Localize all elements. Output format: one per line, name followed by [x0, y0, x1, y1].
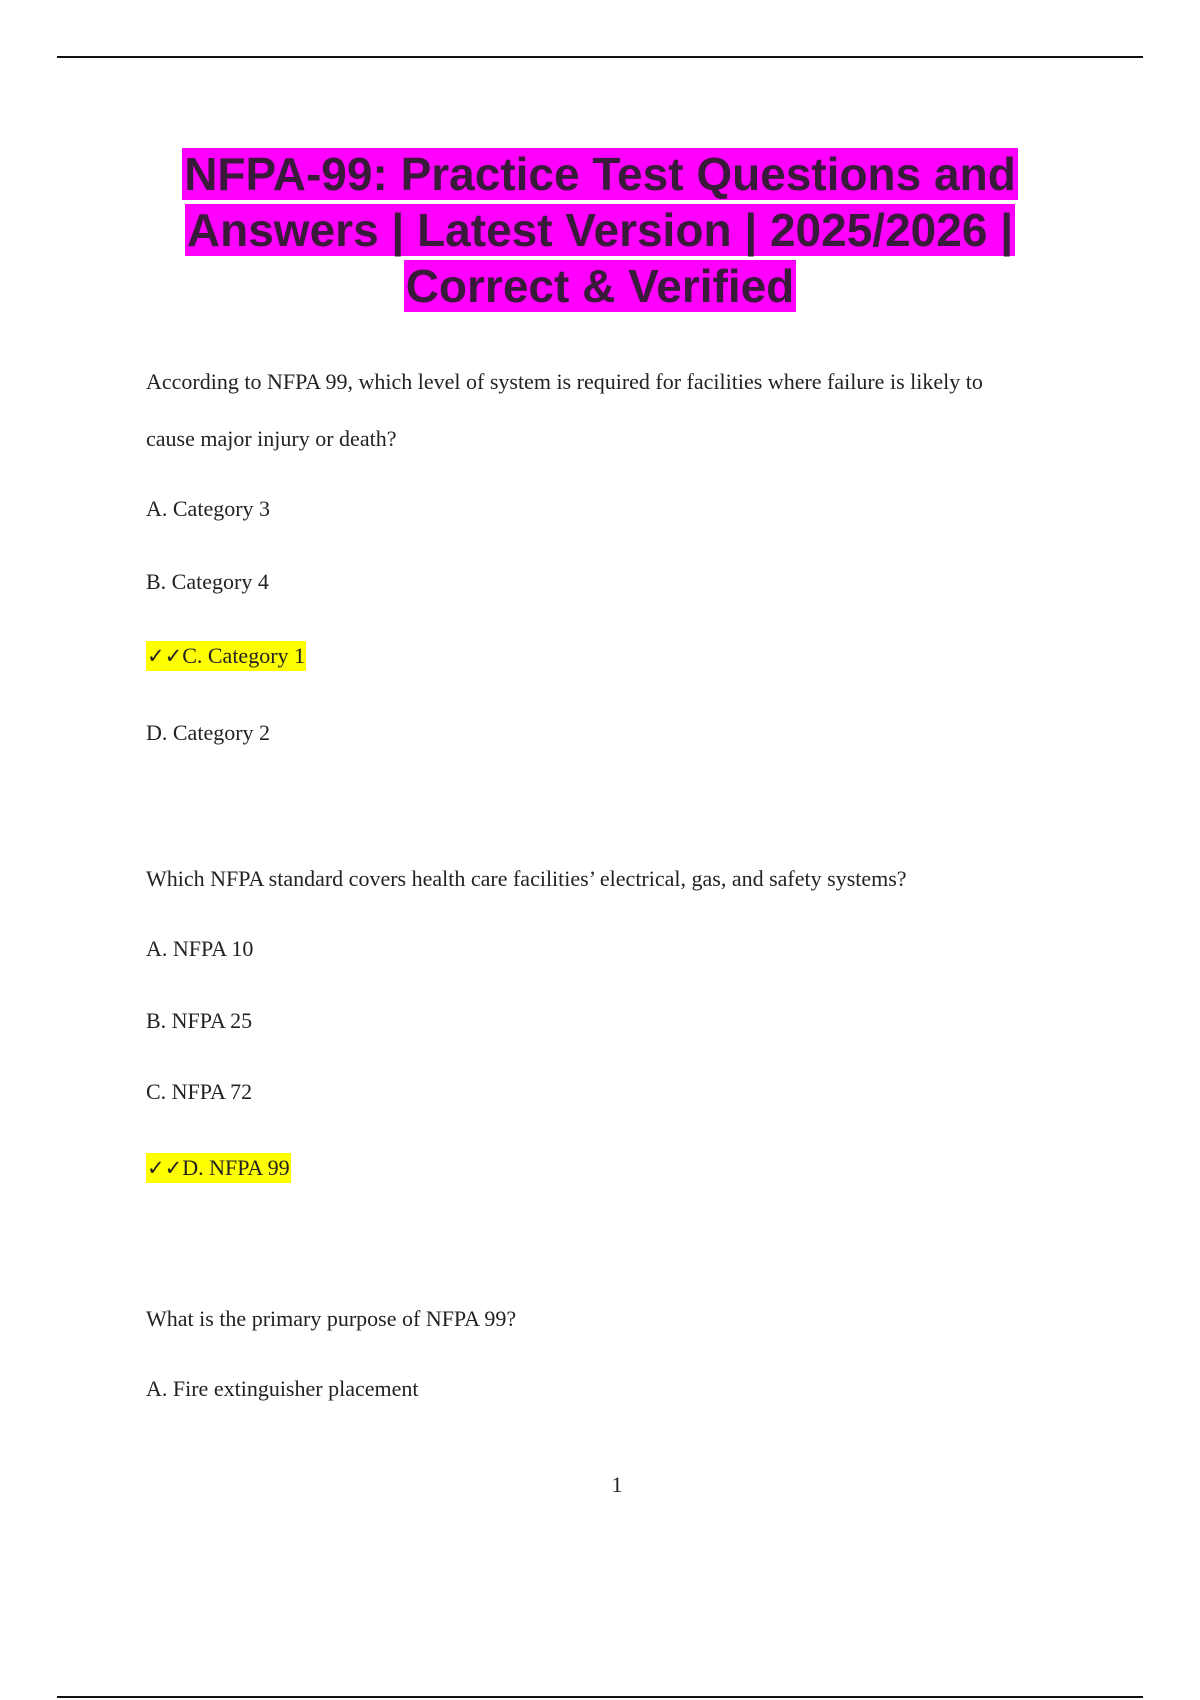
- page-number: 1: [611, 1472, 623, 1497]
- double-check-icon: ✓✓: [147, 644, 183, 668]
- question-1-option-a: A. Category 3: [146, 496, 271, 521]
- double-check-icon: ✓✓: [147, 1156, 183, 1180]
- document-title-text: NFPA-99: Practice Test Questions and Answers | Latest Version | 2025/2026 | Correct & Verified: [184, 148, 1016, 312]
- question-1-prompt-line-1: According to NFPA 99, which level of system is required for facilities where failure is likely to: [146, 369, 983, 394]
- question-1-option-b: B. Category 4: [146, 569, 269, 594]
- answer-text: C. Category 1: [182, 643, 306, 668]
- question-1-option-c-correct: [146, 641, 306, 671]
- question-3-option-a: A. Fire extinguisher placement: [146, 1376, 419, 1401]
- question-2-option-c: C. NFPA 72: [146, 1079, 253, 1104]
- header-rule: [57, 56, 1143, 58]
- question-2-option-b: B. NFPA 25: [146, 1008, 253, 1033]
- document-title: [100, 146, 1100, 314]
- question-1-option-d: D. Category 2: [146, 720, 271, 745]
- answer-text: D. NFPA 99: [182, 1155, 290, 1180]
- question-2-option-d-correct: [146, 1153, 291, 1183]
- footer-rule: [57, 1696, 1143, 1698]
- question-3-prompt-line-1: What is the primary purpose of NFPA 99?: [146, 1306, 517, 1331]
- question-2-prompt-line-1: Which NFPA standard covers health care facilities’ electrical, gas, and safety systems?: [146, 866, 907, 891]
- question-1-prompt-line-2: cause major injury or death?: [146, 426, 397, 451]
- question-2-option-a: A. NFPA 10: [146, 936, 254, 961]
